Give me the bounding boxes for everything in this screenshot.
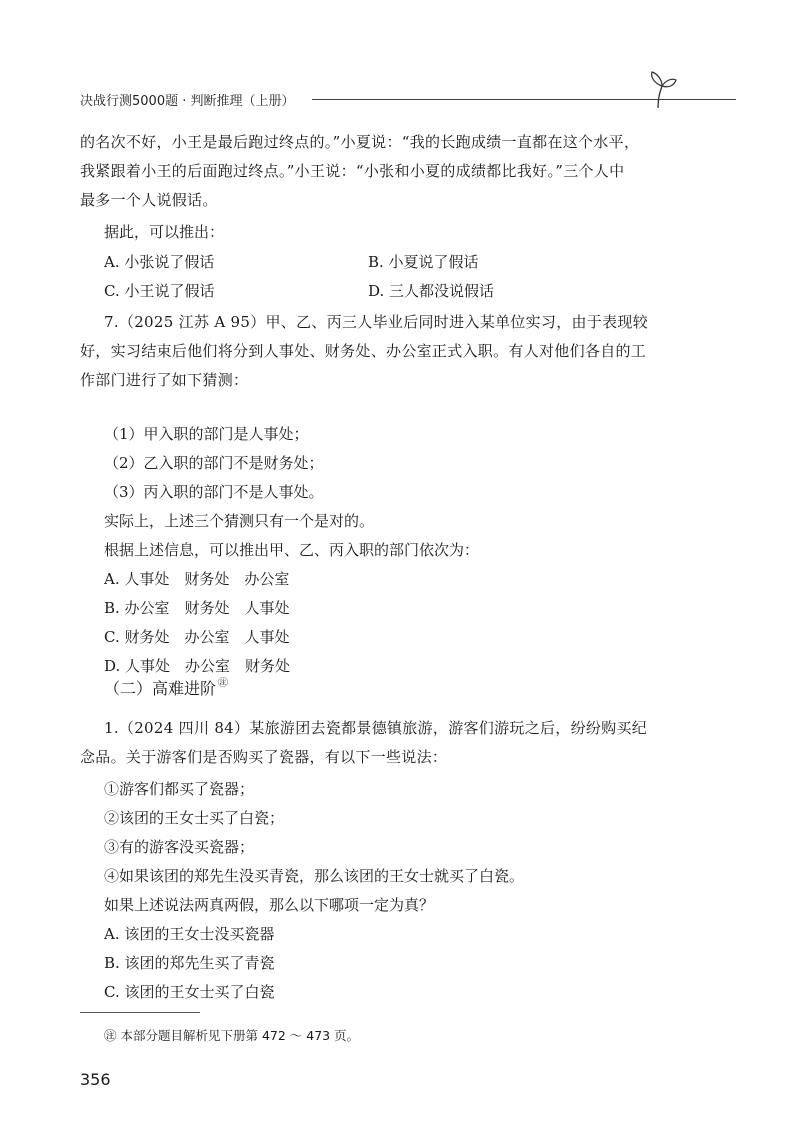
- q7-option-b: B. 办公室 财务处 人事处: [104, 599, 290, 617]
- q1-line-1: 1.（2024 四川 84）某旅游团去瓷都景德镇旅游，游客们游玩之后，纷纷购买纪: [104, 719, 648, 737]
- q6-line-3: 最多一个人说假话。: [80, 191, 218, 209]
- q7-option-c: C. 财务处 办公室 人事处: [104, 628, 290, 646]
- q1-line-2: 念品。关于游客们是否购买了瓷器，有以下一些说法：: [80, 748, 448, 766]
- q6-option-a: A. 小张说了假话: [104, 253, 215, 271]
- q1-prompt: 如果上述说法两真两假，那么以下哪项一定为真？: [104, 896, 435, 914]
- footnote-rule: [80, 1012, 200, 1013]
- q7-option-a: A. 人事处 财务处 办公室: [104, 570, 290, 588]
- q1-statement-3: ③有的游客没买瓷器；: [104, 838, 255, 856]
- q7-paragraph-cont: [80, 337, 646, 395]
- q6-option-d: D. 三人都没说假话: [368, 282, 495, 300]
- section-title: （二）高难进阶: [104, 679, 217, 698]
- q7-line-2: 好，实习结束后他们将分到人事处、财务处、办公室正式入职。有人对他们各自的工: [80, 342, 647, 360]
- q6-prompt: 据此，可以推出：: [104, 223, 225, 241]
- footnote: ㊟ 本部分题目解析见下册第 472 ～ 473 页。: [104, 1028, 360, 1043]
- q6-line-1: 的名次不好，小王是最后跑过终点的。”小夏说：“我的长跑成绩一直都在这个水平，: [80, 133, 640, 151]
- section-heading: [104, 676, 228, 699]
- q7-fact: 实际上，上述三个猜测只有一个是对的。: [104, 512, 375, 530]
- q7-option-d: D. 人事处 办公室 财务处: [104, 657, 291, 675]
- q1-option-c: C. 该团的王女士买了白瓷: [104, 983, 275, 1001]
- q1-option-a: A. 该团的王女士没买瓷器: [104, 925, 275, 943]
- q7-prompt: 根据上述信息，可以推出甲、乙、丙入职的部门依次为：: [104, 541, 480, 559]
- q1-statement-4: ④如果该团的郑先生没买青瓷，那么该团的王女士就买了白瓷。: [104, 867, 525, 885]
- q7-guess-2: （2）乙入职的部门不是财务处；: [104, 454, 324, 472]
- q1-option-b: B. 该团的郑先生买了青瓷: [104, 954, 275, 972]
- q1-statement-1: ①游客们都买了瓷器；: [104, 780, 255, 798]
- q1-statement-2: ②该团的王女士买了白瓷；: [104, 809, 285, 827]
- q6-option-c: C. 小王说了假话: [104, 282, 215, 300]
- q6-option-b: B. 小夏说了假话: [368, 253, 479, 271]
- q7-guess-1: （1）甲入职的部门是人事处；: [104, 425, 309, 443]
- q7-line-3: 作部门进行了如下猜测：: [80, 371, 249, 389]
- page-number: 356: [80, 1070, 111, 1089]
- footnote-mark-icon: ㊟: [218, 678, 229, 689]
- running-title: 决战行测5000题 · 判断推理（上册）: [80, 94, 295, 109]
- q7-guess-3: （3）丙入职的部门不是人事处。: [104, 483, 324, 501]
- q6-line-2: 我紧跟着小王的后面跑过终点。”小王说：“小张和小夏的成绩都比我好。”三个人中: [80, 162, 625, 180]
- sprout-icon: [644, 68, 678, 108]
- running-head: [80, 88, 680, 112]
- q7-line-1: 7.（2025 江苏 A 95）甲、乙、丙三人毕业后同时进入某单位实习，由于表现较: [104, 313, 649, 331]
- q6-paragraph: [80, 128, 639, 215]
